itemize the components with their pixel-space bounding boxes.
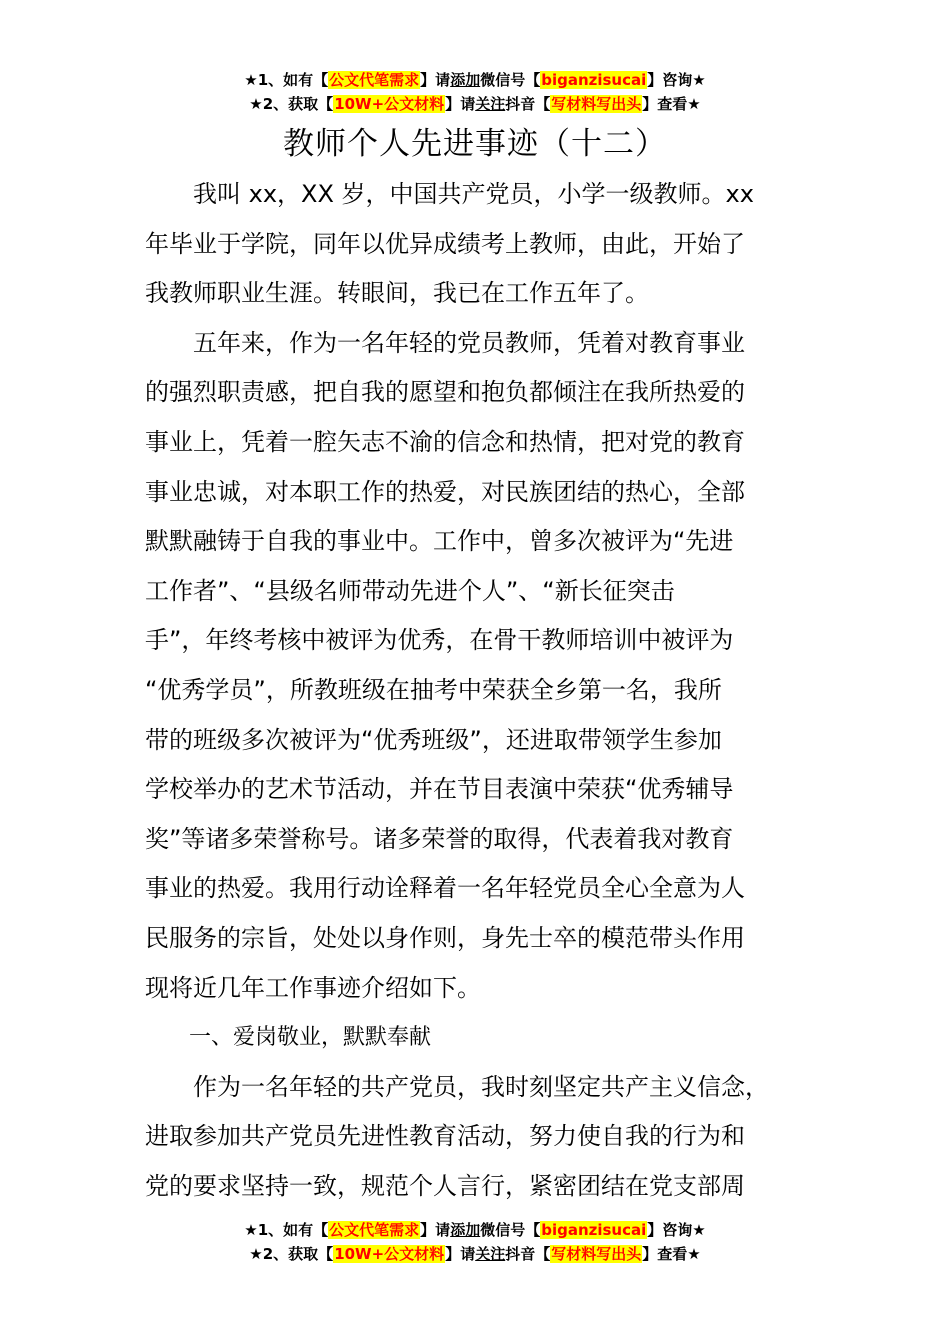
ad-text: 】请 — [445, 1245, 476, 1263]
ad-line-1 — [0, 70, 950, 90]
ad-highlight: 写材料写出头 — [551, 95, 642, 113]
page-title: 教师个人先进事迹（十二） — [283, 126, 667, 162]
ad-line-1-bottom — [0, 1220, 950, 1240]
ad-underline: 关注 — [475, 95, 506, 113]
heading-text: 一、爱岗敬业，默默奉献 — [189, 1025, 432, 1051]
document-body — [145, 170, 815, 1211]
ad-text: ★1、如有【 — [244, 1221, 329, 1239]
ad-highlight: 10W+公文材料 — [334, 95, 445, 113]
text-line: 我叫 xx，XX 岁，中国共产党员，小学一级教师。xx — [193, 180, 754, 208]
ad-text: 】请 — [445, 95, 476, 113]
text-line: 奖”等诸多荣誉称号。诸多荣誉的取得，代表着我对教育 — [145, 824, 734, 853]
ad-text: ★2、获取【 — [249, 1245, 334, 1263]
ad-underline: 关注 — [475, 1245, 506, 1263]
text-line: 带的班级多次被评为“优秀班级”，还进取带领学生参加 — [145, 725, 722, 754]
text-line: 现将近几年工作事迹介绍如下。 — [145, 973, 481, 1002]
text-line: 事业忠诚，对本职工作的热爱，对民族团结的热心，全部 — [145, 477, 745, 506]
ad-text: 微信号【 — [480, 1221, 541, 1239]
ad-line-2 — [0, 94, 950, 114]
text-line: 五年来，作为一名年轻的党员教师，凭着对教育事业 — [193, 328, 745, 357]
ad-underline: 添加 — [450, 1221, 481, 1239]
text-line: 我教师职业生涯。转眼间，我已在工作五年了。 — [145, 279, 649, 308]
text-line: 事业上，凭着一腔矢志不渝的信念和热情，把对党的教育 — [145, 427, 745, 456]
ad-highlight: biganzisucai — [541, 71, 647, 89]
text-line: 的强烈职责感，把自我的愿望和抱负都倾注在我所热爱的 — [145, 378, 745, 407]
ad-text: 抖音【 — [505, 95, 551, 113]
paragraph-3 — [145, 1063, 815, 1212]
text-line: 学校举办的艺术节活动，并在节目表演中荣获“优秀辅导 — [145, 775, 734, 804]
ad-text: 】请 — [420, 1221, 451, 1239]
paragraph-1 — [145, 170, 815, 319]
text-line: 事业的热爱。我用行动诠释着一名年轻党员全心全意为人 — [145, 874, 745, 903]
ad-text: ★2、获取【 — [249, 95, 334, 113]
text-line: 民服务的宗旨，处处以身作则，身先士卒的模范带头作用 — [145, 923, 745, 952]
ad-highlight: 公文代笔需求 — [329, 1221, 420, 1239]
ad-text: 】查看★ — [642, 95, 701, 113]
text-line: 年毕业于学院，同年以优异成绩考上教师，由此，开始了 — [145, 229, 745, 258]
ad-underline: 添加 — [450, 71, 481, 89]
ad-highlight: 10W+公文材料 — [334, 1245, 445, 1263]
ad-text: 】咨询★ — [647, 1221, 706, 1239]
text-line: 进取参加共产党员先进性教育活动，努力使自我的行为和 — [145, 1122, 745, 1151]
ad-highlight: 写材料写出头 — [551, 1245, 642, 1263]
section-heading — [145, 1013, 815, 1063]
ad-line-2-bottom — [0, 1244, 950, 1264]
text-line: 工作者”、“县级名师带动先进个人”、“新长征突击 — [145, 576, 675, 605]
text-line: 党的要求坚持一致，规范个人言行，紧密团结在党支部周 — [145, 1171, 745, 1200]
text-line: 手”，年终考核中被评为优秀，在骨干教师培训中被评为 — [145, 626, 734, 655]
ad-text: ★1、如有【 — [244, 71, 329, 89]
ad-text: 】请 — [420, 71, 451, 89]
ad-text: 微信号【 — [480, 71, 541, 89]
text-line: 默默融铸于自我的事业中。工作中，曾多次被评为“先进 — [145, 527, 734, 556]
ad-text: 抖音【 — [505, 1245, 551, 1263]
ad-highlight: biganzisucai — [541, 1221, 647, 1239]
text-line: “优秀学员”，所教班级在抽考中荣获全乡第一名，我所 — [145, 675, 722, 704]
paragraph-2 — [145, 319, 815, 1013]
ad-text: 】咨询★ — [647, 71, 706, 89]
text-line: 作为一名年轻的共产党员，我时刻坚定共产主义信念， — [193, 1072, 769, 1101]
ad-highlight: 公文代笔需求 — [329, 71, 420, 89]
ad-text: 】查看★ — [642, 1245, 701, 1263]
